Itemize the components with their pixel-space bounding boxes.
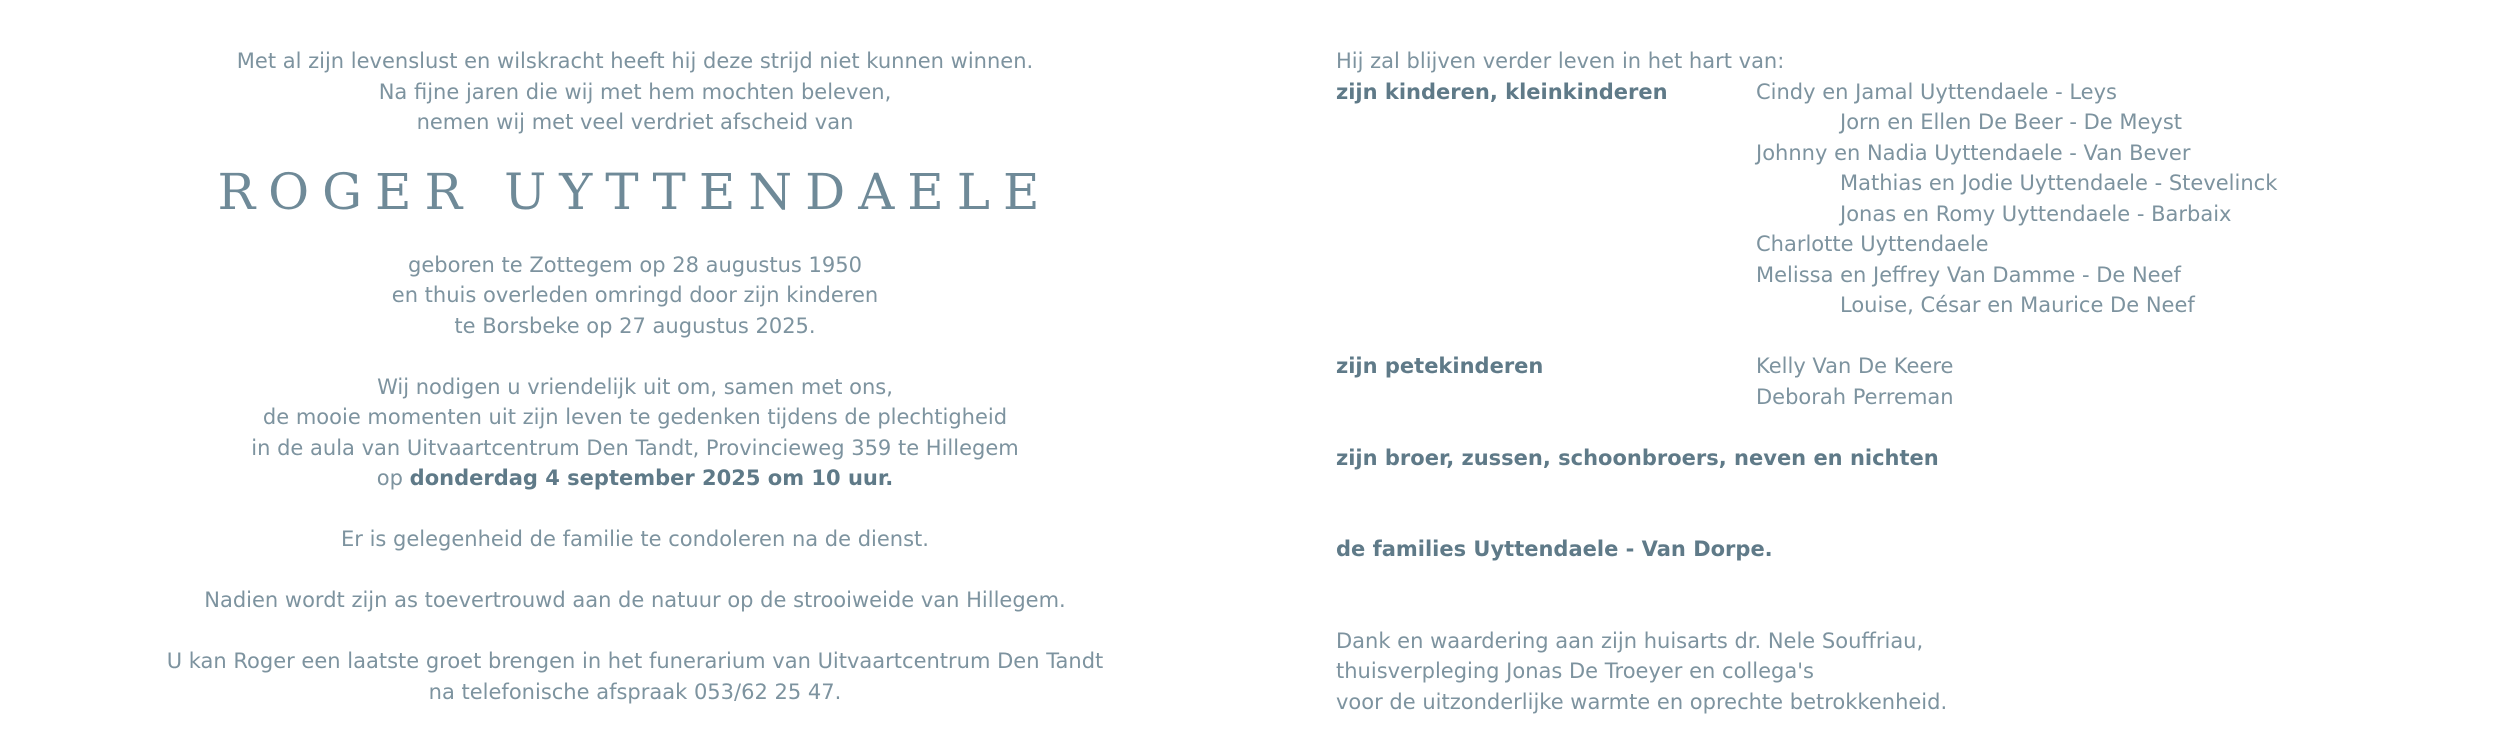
- child-entry: Cindy en Jamal Uyttendaele - Leys: [1756, 79, 2117, 104]
- siblings-row: [1336, 443, 2386, 474]
- condolence-text: Er is gelegenheid de familie te condoleren na de dienst.: [341, 527, 929, 551]
- spacer: [1336, 412, 2386, 443]
- family-row: [1336, 229, 2386, 260]
- family-row: [1336, 77, 2386, 108]
- thanks-line-3: voor de uitzonderlijke warmte en oprechte betrokkenheid.: [1336, 689, 1948, 714]
- intro-line-2: Na fijne jaren die wij met hem mochten beleven,: [378, 79, 892, 104]
- children-label: zijn kinderen, kleinkinderen: [1336, 79, 1668, 104]
- invite-line-3: in de aula van Uitvaartcentrum Den Tandt, Provincieweg 359 te Hillegem: [251, 435, 1019, 460]
- birth-line-3: te Borsbeke op 27 augustus 2025.: [454, 313, 816, 338]
- grandchild-entry: Jonas en Romy Uyttendaele - Barbaix: [1840, 201, 2232, 226]
- siblings-label: zijn broer, zussen, schoonbroers, neven en nichten: [1336, 445, 1939, 470]
- birth-line-2: en thuis overleden omringd door zijn kinderen: [391, 283, 879, 307]
- grandchild-entry: Mathias en Jodie Uyttendaele - Stevelinck: [1840, 171, 2278, 195]
- thanks-row: [1336, 687, 2386, 718]
- heading: Hij zal blijven verder leven in het hart van:: [1336, 49, 1785, 73]
- grandchild-entry: Louise, César en Maurice De Neef: [1840, 293, 2195, 317]
- godchildren-row: [1336, 351, 2386, 382]
- intro-line-3: nemen wij met veel verdriet afscheid van: [416, 110, 854, 134]
- family-row: [1336, 168, 2386, 199]
- child-entry: Melissa en Jeffrey Van Damme - De Neef: [1756, 262, 2181, 287]
- godchildren-label: zijn petekinderen: [1336, 354, 1544, 378]
- families-label: de families Uyttendaele - Van Dorpe.: [1336, 537, 1773, 561]
- deceased-name: ROGER UYTTENDAELE: [217, 162, 1053, 221]
- thanks-line-2: thuisverpleging Jonas De Troeyer en collega's: [1336, 659, 1814, 683]
- thanks-row: [1336, 656, 2386, 687]
- spacer: [130, 555, 1140, 586]
- spacer: [130, 341, 1140, 372]
- spacer: [1336, 565, 2386, 596]
- birth-line-1: geboren te Zottegem op 28 augustus 1950: [408, 252, 862, 277]
- ashes-text: Nadien wordt zijn as toevertrouwd aan de natuur op de strooiweide van Hillegem.: [204, 588, 1066, 612]
- grandchild-entry: Jorn en Ellen De Beer - De Meyst: [1840, 110, 2183, 134]
- right-column: [1336, 46, 2386, 717]
- godchild-entry: Kelly Van De Keere: [1756, 354, 1954, 378]
- invite-line-1: Wij nodigen u vriendelijk uit om, samen met ons,: [377, 374, 893, 399]
- invite-line-4: [130, 463, 1140, 494]
- family-row: [1336, 260, 2386, 291]
- family-row: [1336, 138, 2386, 169]
- spacer: [1336, 504, 2386, 535]
- farewell-line-1: U kan Roger een laatste groet brengen in het funerarium van Uitvaartcentrum Den Tandt: [166, 649, 1104, 673]
- heading-row: [1336, 46, 2386, 77]
- spacer: [1336, 473, 2386, 504]
- invite-op: op: [376, 466, 403, 490]
- family-row: [1336, 107, 2386, 138]
- left-column: [130, 46, 1140, 707]
- spacer: [130, 494, 1140, 525]
- family-row: [1336, 199, 2386, 230]
- spacer: [1336, 595, 2386, 626]
- thanks-line-1: Dank en waardering aan zijn huisarts dr. Nele Souffriau,: [1336, 628, 1924, 653]
- family-row: [1336, 290, 2386, 321]
- godchildren-row: [1336, 382, 2386, 413]
- spacer: [130, 616, 1140, 647]
- families-row: [1336, 534, 2386, 565]
- child-entry: Charlotte Uyttendaele: [1756, 232, 1989, 256]
- spacer: [1336, 321, 2386, 352]
- farewell-line-2: na telefonische afspraak 053/62 25 47.: [428, 679, 842, 704]
- thanks-row: [1336, 626, 2386, 657]
- godchild-entry: Deborah Perreman: [1756, 384, 1954, 409]
- ceremony-date: donderdag 4 september 2025 om 10 uur.: [409, 466, 894, 490]
- intro-line-1: Met al zijn levenslust en wilskracht heeft hij deze strijd niet kunnen winnen.: [236, 49, 1034, 73]
- invite-line-2: de mooie momenten uit zijn leven te gedenken tijdens de plechtigheid: [262, 405, 1008, 429]
- child-entry: Johnny en Nadia Uyttendaele - Van Bever: [1756, 140, 2191, 165]
